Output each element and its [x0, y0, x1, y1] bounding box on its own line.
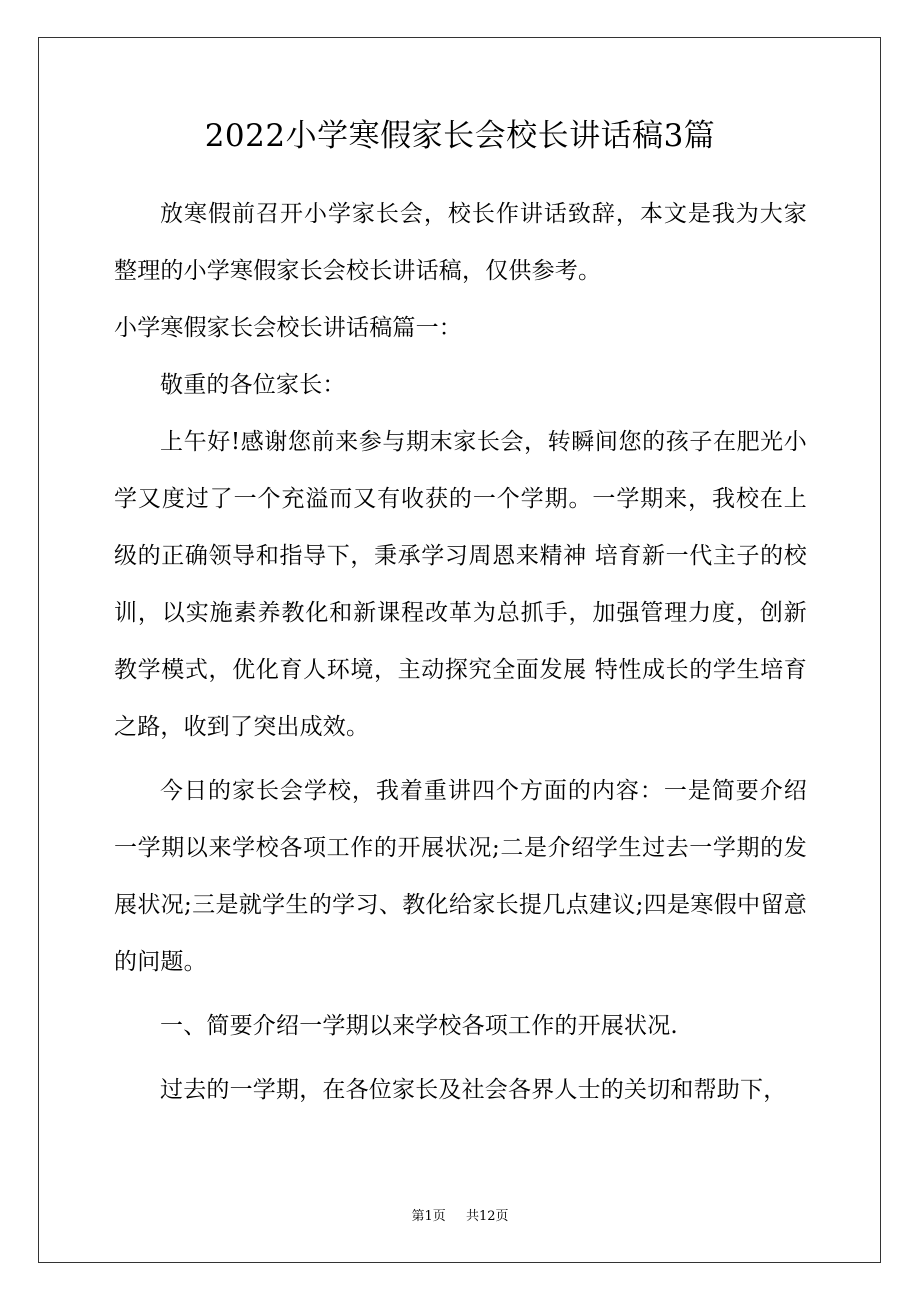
page-total: 共12页	[465, 1209, 509, 1224]
paragraph-greeting: 上午好!感谢您前来参与期末家长会，转瞬间您的孩子在肥光小学又度过了一个充溢而又有收获的一个学期。一学期来，我校在上级的正确领导和指导下，秉承学习周恩来精神 培育新一代主子的校训，以实施素养教化和新课程改革为总抓手，加强管理力度，创新教学模式，优化育人环境，主动探究全面发展 特性成长的学生培育之路，收到了突出成效。	[114, 429, 807, 740]
page-number: 第1页	[411, 1209, 446, 1224]
salutation: 敬重的各位家长：	[160, 372, 346, 398]
paragraph-point-one: 一、简要介绍一学期以来学校各项工作的开展状况.	[160, 1013, 678, 1039]
document-title: 2022小学寒假家长会校长讲话稿3篇	[204, 118, 716, 154]
page-footer	[0, 1207, 920, 1227]
document-body	[114, 186, 807, 1119]
paragraph-agenda: 今日的家长会学校，我着重讲四个方面的内容：一是简要介绍一学期以来学校各项工作的开展状况;二是介绍学生过去一学期的发展状况;三是就学生的学习、教化给家长提几点建议;四是寒假中留意的问题。	[114, 778, 807, 975]
section-heading: 小学寒假家长会校长讲话稿篇一：	[114, 315, 462, 341]
paragraph-intro: 放寒假前召开小学家长会，校长作讲话致辞，本文是我为大家整理的小学寒假家长会校长讲话稿，仅供参考。	[114, 201, 807, 284]
paragraph-past-semester: 过去的一学期，在各位家长及社会各界人士的关切和帮助下，	[160, 1077, 787, 1103]
